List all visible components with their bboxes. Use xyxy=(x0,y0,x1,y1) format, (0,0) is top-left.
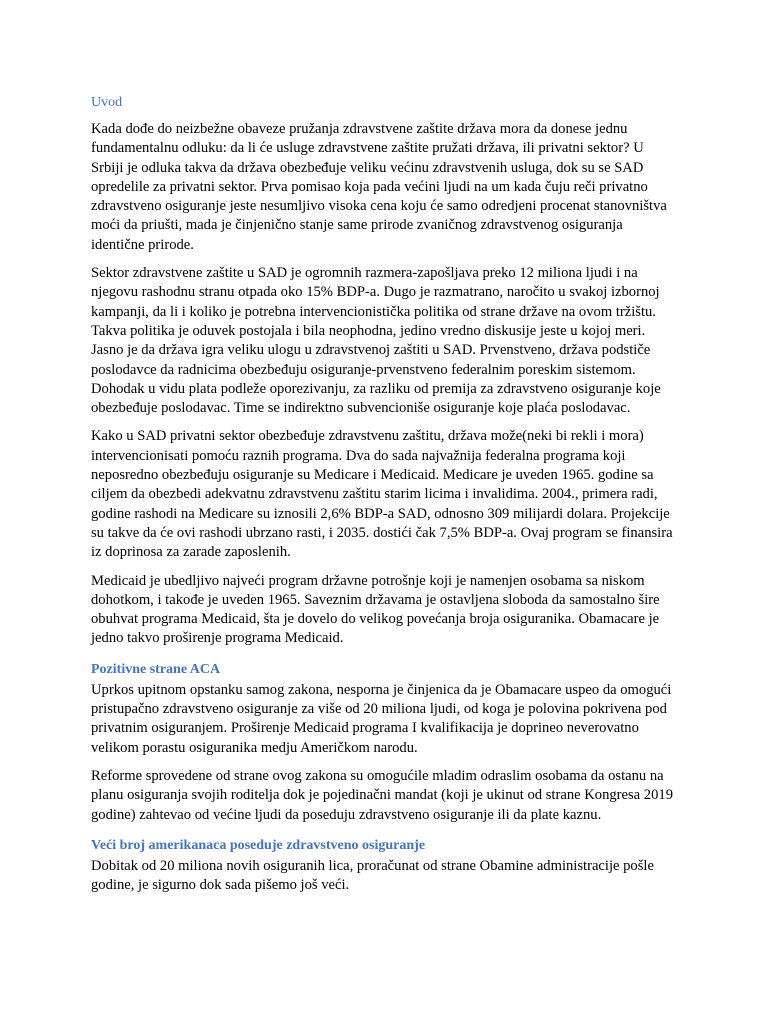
document-page xyxy=(91,93,679,904)
paragraph-intro-4: Medicaid je ubedljivo najveći program državne potrošnje koji je namenjen osobama sa niskom dohotkom, i takođe je uveden 1965. Saveznim državama je ostavljena sloboda da samostalno šire obuhvat programa Medicaid, šta je dovelo do velikog povećanja broja osiguranika. Obamacare je jedno takvo proširenje programa Medicaid. xyxy=(91,572,660,647)
heading-uvod: Uvod xyxy=(91,95,123,110)
paragraph-intro-1: Kada dođe do neizbežne obaveze pružanja zdravstvene zaštite država mora da donese jednu fundamentalnu odluku: da li će usluge zdravstvene zaštite pružati država, ili privatni sektor? U Srbiji je odluka takva da država obezbeđuje veliku većinu zdravstvenih usluga, dok su se SAD opredelile za privatni sektor. Prva pomisao koja pada većini ljudi na um kada čuju reči privatno zdravstveno osiguranje jeste nesumljivo visoka cena koju će samo odredjeni procenat stanovništva moći da priušti, mada je činjenično stanje same prirode zvaničnog zdravstvenog osiguranja identične prirode. xyxy=(91,121,667,253)
paragraph-intro-3: Kako u SAD privatni sektor obezbeđuje zdravstvenu zaštitu, država može(neki bi rekli i mora) intervencionisati pomoću raznih programa. Dva do sada najvažnija federalna programa koji neposredno obezbeđuju osiguranje su Medicare i Medicaid. Medicare je uveden 1965. godine sa ciljem da obezbedi adekvatnu zdravstvenu zaštitu starim licima i invalidima. 2004., primera radi, godine rashodi na Medicare su iznosili 2,6% BDP-a SAD, odnosno 309 milijardi dolara. Projekcije su takve da će ovi rashodi ubrzano rasti, i 2035. dostići čak 7,5% BDP-a. Ovaj program se finansira iz doprinosa za zarade zaposlenih. xyxy=(91,428,673,561)
paragraph-more-1: Dobitak od 20 miliona novih osiguranih lica, proračunat od strane Obamine administracije pošle godine, je sigurno dok sada pišemo još veći. xyxy=(91,857,654,894)
heading-pozitivne-strane: Pozitivne strane ACA xyxy=(91,661,221,677)
paragraph-positive-1: Uprkos upitnom opstanku samog zakona, nesporna je činjenica da je Obamacare uspeo da omogući pristupačno zdravstveno osiguranje za više od 20 miliona ljudi, od koga je polovina pokrivena pod privatnim osiguranjem. Proširenje Medicaid programa I kvalifikacija je doprineo neverovatno velikom porastu osiguranika medju Američkom narodu. xyxy=(91,681,672,756)
heading-veci-broj: Veći broj amerikanaca poseduje zdravstveno osiguranje xyxy=(91,837,426,853)
paragraph-positive-2: Reforme sprovedene od strane ovog zakona su omogućile mladim odraslim osobama da ostanu na planu osiguranja svojih roditelja dok je pojedinačni mandat (koji je ukinut od strane Kongresa 2019 godine) zahtevao od većine ljudi da poseduju zdravstveno osiguranje ili da plate kaznu. xyxy=(91,767,673,823)
paragraph-intro-2: Sektor zdravstvene zaštite u SAD je ogromnih razmera-zapošljava preko 12 miliona ljudi i na njegovu rashodnu stranu otpada oko 15% BDP-a. Dugo je razmatrano, naročito u svakoj izbornoj kampanji, da li i koliko je potrebna intervencionistička politika od strane države na ovom tržištu. Takva politika je oduvek postojala i bila neophodna, jedino vredno diskusije jeste u kojoj meri. Jasno je da država igra veliku ulogu u zdravstvenoj zaštiti u SAD. Prvenstveno, država podstiče poslodavce da radnicima obezbeđuju osiguranje-prvenstveno federalnim poreskim sistemom. Dohodak u vidu plata podleže oporezivanju, za razliku od premija za zdravstveno osiguranje koje obezbeđuje poslodavac. Time se indirektno subvencioniše osiguranje koje plaća poslodavac. xyxy=(91,265,661,417)
